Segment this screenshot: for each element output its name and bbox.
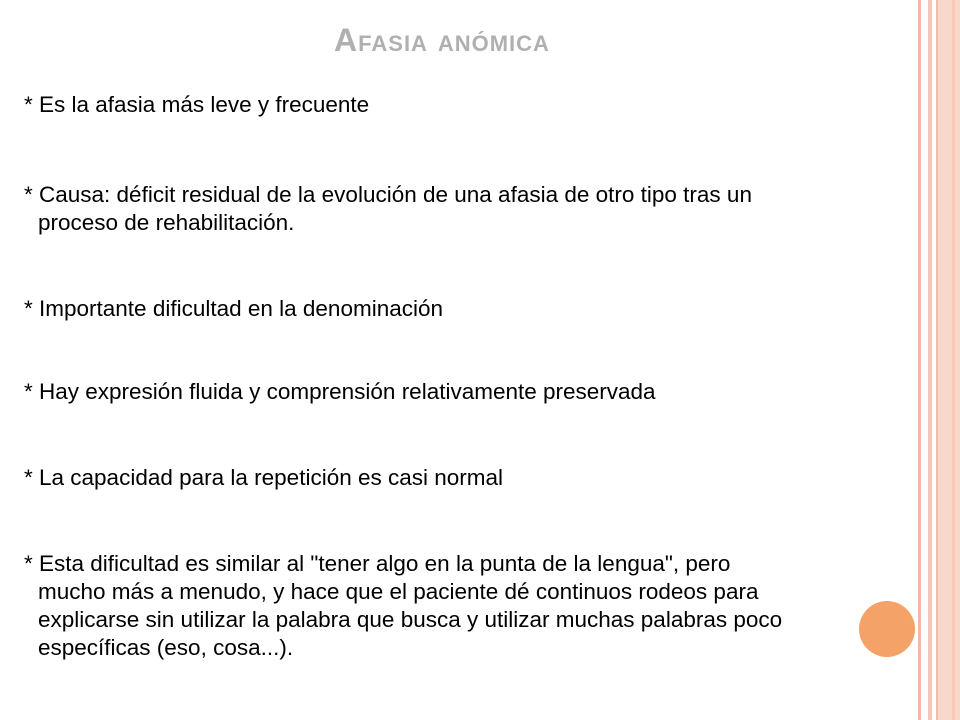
- decorative-stripe: [928, 0, 932, 720]
- decorative-stripe: [918, 0, 921, 720]
- bullet-line: * Esta dificultad es similar al "tener algo en la punta de la lengua", pero: [24, 551, 731, 576]
- bullet-line: explicarse sin utilizar la palabra que busca y utilizar muchas palabras poco: [38, 607, 783, 632]
- bullet-line: * Causa: déficit residual de la evolución de una afasia de otro tipo tras un: [24, 182, 752, 207]
- decorative-stripe: [936, 0, 960, 720]
- bullet-line: proceso de rehabilitación.: [38, 210, 295, 235]
- slide-title: Afasia anómica: [334, 22, 550, 58]
- bullet-item: [24, 464, 904, 492]
- bullet-line: específicas (eso, cosa...).: [38, 635, 294, 660]
- bullet-item: [24, 550, 904, 662]
- bullet-line: * La capacidad para la repetición es casi normal: [24, 465, 504, 490]
- decorative-circle: [859, 601, 915, 657]
- bullet-line: * Importante dificultad en la denominación: [24, 296, 444, 321]
- bullet-item: [24, 91, 904, 119]
- bullet-line: * Hay expresión fluida y comprensión relativamente preservada: [24, 379, 656, 404]
- bullet-item: [24, 378, 904, 406]
- bullet-line: mucho más a menudo, y hace que el paciente dé continuos rodeos para: [38, 579, 759, 604]
- bullet-line: * Es la afasia más leve y frecuente: [24, 92, 370, 117]
- decorative-stripe: [952, 0, 955, 720]
- bullet-item: [24, 181, 904, 237]
- bullet-item: [24, 295, 904, 323]
